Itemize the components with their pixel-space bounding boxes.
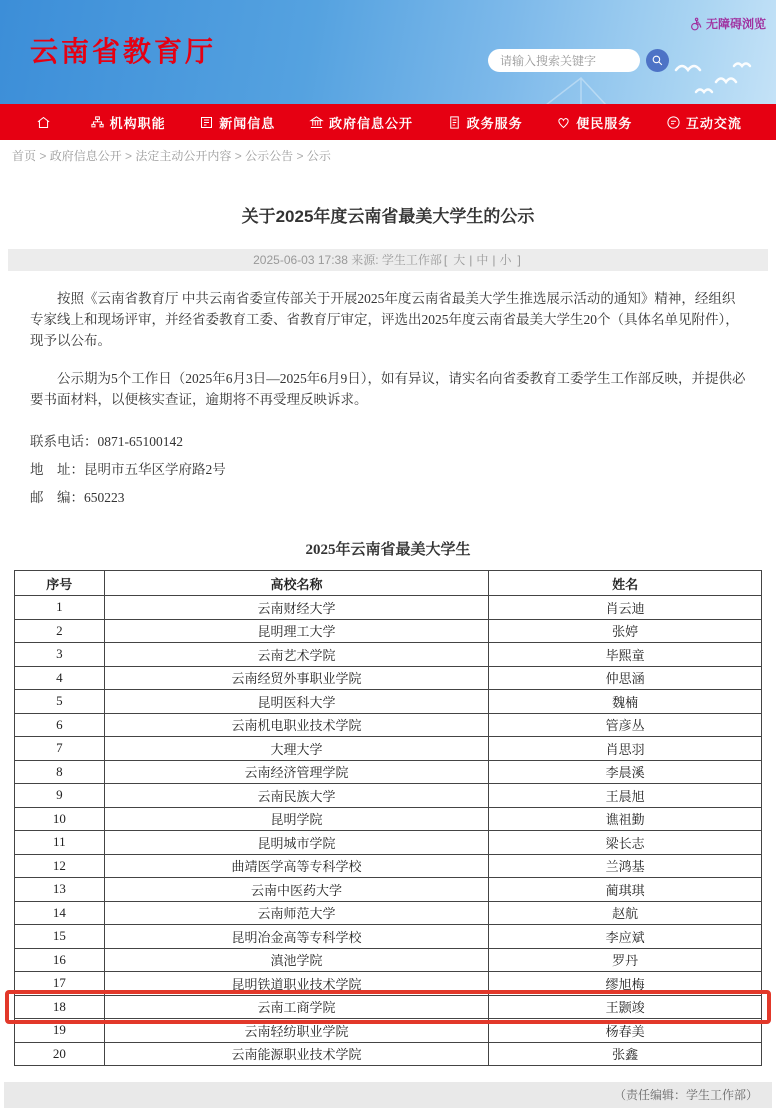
contact-address: 地 址：昆明市五华区学府路2号 [30,462,226,477]
breadcrumb-separator: > [121,149,136,163]
table-row [15,713,762,737]
column-header-no: 序号 [15,571,105,596]
heart-icon [556,115,571,130]
article-paragraph: 公示期为5个工作日（2025年6月3日—2025年6月9日），如有异议，请实名向省委教育工委学生工作部反映，并提供必要书面材料，以便核实查证，逾期将不再受理反映诉求。 [30,371,746,407]
font-size-large[interactable]: 大 [453,253,466,267]
table-row [15,901,762,925]
table-cell: 云南经贸外事职业学院 [104,666,489,690]
breadcrumb-item[interactable]: 公示 [306,149,331,163]
table-cell: 7 [15,737,105,761]
table-row [15,784,762,808]
nav-item-label: 便民服务 [576,115,633,131]
orgchart-icon [90,115,105,130]
document-icon [447,115,462,130]
table-cell: 昆明理工大学 [104,619,489,643]
table-cell: 云南艺术学院 [104,643,489,667]
table-cell: 16 [15,948,105,972]
font-size-medium[interactable]: 中 [476,253,489,267]
table-cell: 9 [15,784,105,808]
table-cell: 罗丹 [489,948,762,972]
table-cell: 云南轻纺职业学院 [104,1019,489,1043]
accessibility-link[interactable] [689,15,766,32]
table-row [15,760,762,784]
table-row [15,831,762,855]
nav-item-label: 政务服务 [466,115,523,131]
contact-phone: 联系电话：0871-65100142 [30,434,183,449]
meta-separator: | [469,253,473,267]
table-cell: 李晨溪 [489,760,762,784]
search-bar [488,49,669,72]
table-cell: 18 [15,995,105,1019]
table-cell: 1 [15,596,105,620]
table-row [15,1019,762,1043]
table-cell: 大理大学 [104,737,489,761]
search-input[interactable] [488,49,640,72]
table-cell: 云南经济管理学院 [104,760,489,784]
nav-item-public-services[interactable] [556,113,632,132]
bracket-close: ] [517,253,521,267]
nav-item-gov-info[interactable] [309,113,413,132]
table-cell: 张鑫 [489,1042,762,1066]
table-row [15,1042,762,1066]
table-row [15,737,762,761]
table-cell: 李应斌 [489,925,762,949]
search-button[interactable] [646,49,669,72]
table-cell: 昆明医科大学 [104,690,489,714]
table-row [15,948,762,972]
table-cell: 云南师范大学 [104,901,489,925]
table-cell: 云南财经大学 [104,596,489,620]
table-cell: 昆明铁道职业技术学院 [104,972,489,996]
table-row [15,807,762,831]
article-meta [8,249,768,271]
table-cell: 赵航 [489,901,762,925]
results-table-body [15,596,762,1066]
article [0,202,776,1066]
column-header-name: 姓名 [489,571,762,596]
table-cell: 肖云迪 [489,596,762,620]
breadcrumb-separator: > [36,149,50,163]
table-cell: 云南工商学院 [104,995,489,1019]
nav-item-org[interactable] [90,113,166,132]
table-row [15,878,762,902]
column-header-school: 高校名称 [104,571,489,596]
table-cell: 魏楠 [489,690,762,714]
home-icon [36,115,51,130]
main-nav [0,104,776,140]
editor-note: （责任编辑：学生工作部） [613,1088,758,1102]
table-cell: 蔺琪琪 [489,878,762,902]
meta-text: 2025-06-03 17:38 来源: 学生工作部 [253,253,442,267]
table-cell: 杨春美 [489,1019,762,1043]
font-size-small[interactable]: 小 [499,253,512,267]
table-cell: 缪旭梅 [489,972,762,996]
table-cell: 12 [15,854,105,878]
nav-item-label: 新闻信息 [219,115,276,131]
table-cell: 8 [15,760,105,784]
breadcrumb-separator: > [293,149,307,163]
table-row [15,619,762,643]
wheelchair-icon [689,17,703,31]
table-cell: 19 [15,1019,105,1043]
table-cell: 13 [15,878,105,902]
accessibility-label: 无障碍浏览 [705,17,766,31]
table-cell: 20 [15,1042,105,1066]
newspaper-icon [199,115,214,130]
footer-bar [4,1082,772,1108]
breadcrumb-item[interactable]: 政府信息公开 [49,149,122,163]
table-row [15,666,762,690]
table-cell: 15 [15,925,105,949]
table-row [15,995,762,1019]
table-cell: 兰鸿基 [489,854,762,878]
table-wrap [14,570,762,1066]
chat-icon [666,115,681,130]
table-cell: 昆明冶金高等专科学校 [104,925,489,949]
table-cell: 王颢竣 [489,995,762,1019]
header-artwork [536,70,656,104]
table-cell: 云南中医药大学 [104,878,489,902]
bracket-open: [ [443,253,448,267]
contact-zipcode: 邮 编：650223 [30,490,125,505]
table-cell: 4 [15,666,105,690]
table-cell: 昆明城市学院 [104,831,489,855]
site-title[interactable]: 云南省教育厅 [30,36,217,67]
table-row [15,972,762,996]
table-cell: 5 [15,690,105,714]
table-cell: 谯祖勤 [489,807,762,831]
bank-icon [309,115,324,130]
nav-item-interaction[interactable] [666,113,742,132]
table-cell: 梁长志 [489,831,762,855]
table-cell: 毕熙童 [489,643,762,667]
birds-decoration [668,58,758,100]
table-cell: 仲思涵 [489,666,762,690]
table-cell: 11 [15,831,105,855]
table-cell: 曲靖医学高等专科学校 [104,854,489,878]
table-cell: 2 [15,619,105,643]
table-cell: 云南机电职业技术学院 [104,713,489,737]
nav-item-home[interactable] [36,115,56,130]
breadcrumb-item[interactable]: 首页 [12,149,37,163]
table-cell: 17 [15,972,105,996]
nav-item-services[interactable] [447,113,523,132]
table-cell: 云南能源职业技术学院 [104,1042,489,1066]
nav-item-label: 政府信息公开 [328,115,413,131]
site-header [0,0,776,104]
article-paragraph: 按照《云南省教育厅 中共云南省委宣传部关于开展2025年度云南省最美大学生推选展示活动的通知》精神，经组织专家线上和现场评审，并经省委教育工委、省教育厅审定，评选出2025年度云南省最美大学生20个（具体名单见附件），现予以公布。 [30,291,739,348]
table-cell: 6 [15,713,105,737]
meta-separator: | [492,253,496,267]
table-row [15,596,762,620]
table-cell: 滇池学院 [104,948,489,972]
table-row [15,925,762,949]
table-cell: 昆明学院 [104,807,489,831]
table-cell: 10 [15,807,105,831]
table-cell: 云南民族大学 [104,784,489,808]
table-cell: 3 [15,643,105,667]
table-cell: 14 [15,901,105,925]
table-row [15,854,762,878]
breadcrumb-separator: > [231,149,246,163]
table-header-row [15,571,762,596]
table-cell: 张婷 [489,619,762,643]
breadcrumb [0,140,776,168]
breadcrumb-item[interactable]: 公示公告 [245,149,294,163]
breadcrumb-item[interactable]: 法定主动公开内容 [135,149,232,163]
table-row [15,690,762,714]
nav-item-label: 互动交流 [685,115,742,131]
article-title: 关于2025年度云南省最美大学生的公示 [241,207,535,226]
table-cell: 管彦丛 [489,713,762,737]
contact-block [0,428,776,512]
table-cell: 肖思羽 [489,737,762,761]
search-icon [651,54,664,67]
nav-item-label: 机构职能 [109,115,166,131]
table-cell: 王晨旭 [489,784,762,808]
table-row [15,643,762,667]
table-title: 2025年云南省最美大学生 [305,542,471,558]
nav-item-news[interactable] [199,113,275,132]
results-table [14,570,762,1066]
